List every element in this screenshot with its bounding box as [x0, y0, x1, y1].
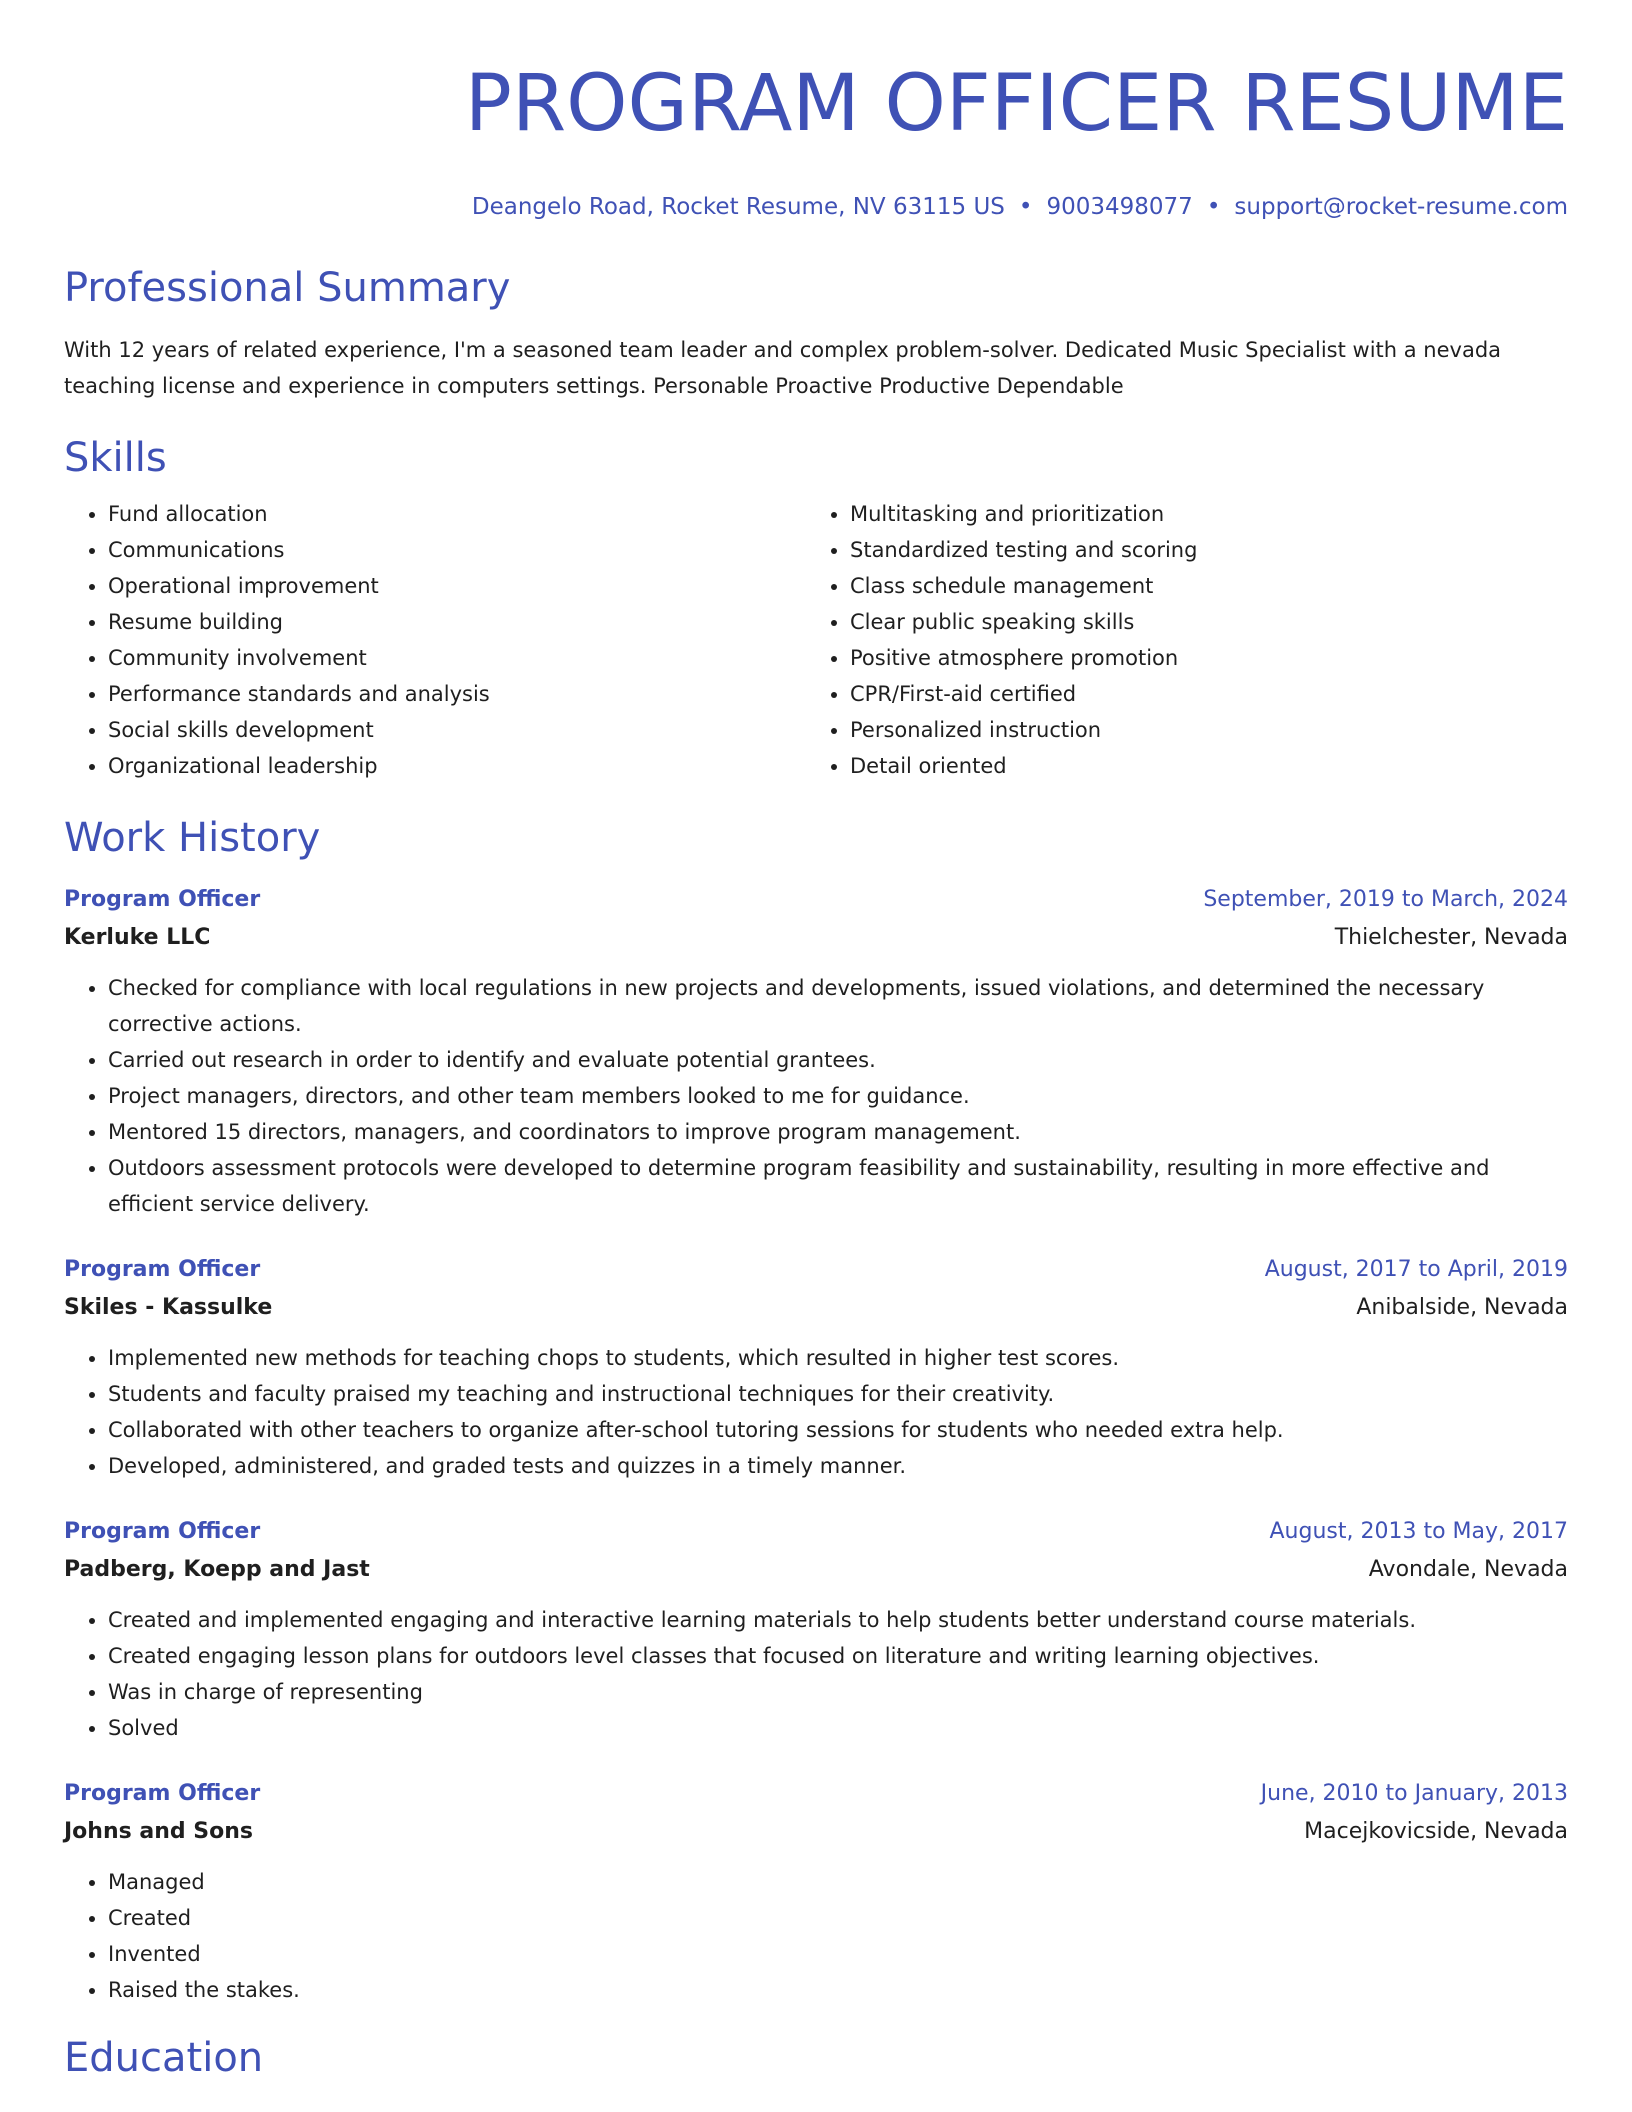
- job-location: Thielchester, Nevada: [1334, 925, 1568, 950]
- job-title: Program Officer: [64, 1257, 261, 1282]
- skills-heading: Skills: [64, 435, 167, 481]
- job-company-row: [64, 1812, 1568, 1852]
- job-bullets: [64, 970, 1568, 1222]
- skill-item: • Social skills development: [108, 712, 806, 748]
- job-bullet: • Was in charge of representing: [108, 1674, 1568, 1710]
- job-bullet: • Created engaging lesson plans for outdoors level classes that focused on literature and writing learning objectives.: [108, 1638, 1568, 1674]
- skill-item: • Personalized instruction: [850, 712, 1548, 748]
- resume-page: [64, 0, 1568, 2082]
- skill-item: • Class schedule management: [850, 568, 1548, 604]
- job-company-row: [64, 1288, 1568, 1328]
- skills-list-right: [806, 496, 1548, 784]
- job-bullet: • Solved: [108, 1710, 1568, 1746]
- job-bullet: • Created: [108, 1900, 1568, 1936]
- job-bullets: [64, 1340, 1568, 1484]
- job-bullet: • Checked for compliance with local regulations in new projects and developments, issued violations, and determined the necessary corrective actions.: [108, 970, 1568, 1042]
- job-bullet: • Carried out research in order to identify and evaluate potential grantees.: [108, 1042, 1568, 1078]
- education-heading: Education: [64, 2035, 264, 2081]
- skill-item: • Performance standards and analysis: [108, 676, 806, 712]
- skill-item: • Organizational leadership: [108, 748, 806, 784]
- contact-email: support@rocket-resume.com: [1234, 194, 1568, 220]
- skills-list-left: [64, 496, 806, 784]
- job-dates: August, 2017 to April, 2019: [1264, 1257, 1568, 1282]
- job-title: Program Officer: [64, 1781, 261, 1806]
- contact-phone: 9003498077: [1046, 194, 1193, 220]
- job-company-row: [64, 918, 1568, 958]
- job-bullets: [64, 1864, 1568, 2008]
- job-bullet: • Raised the stakes.: [108, 1972, 1568, 2008]
- contact-address: Deangelo Road, Rocket Resume, NV 63115 US: [471, 194, 1005, 220]
- job-company-row: [64, 1550, 1568, 1590]
- summary-text: With 12 years of related experience, I'm a seasoned team leader and complex problem-solver. Dedicated Music Specialist with a nevada teaching license and experience in computers settings. Personable Proactive Productive Dependable: [64, 338, 1502, 398]
- job-bullet: • Project managers, directors, and other team members looked to me for guidance.: [108, 1078, 1568, 1114]
- job-dates: August, 2013 to May, 2017: [1269, 1519, 1568, 1544]
- job-entry: [64, 1776, 1568, 2008]
- job-header-row: [64, 882, 1568, 918]
- job-entry: [64, 1514, 1568, 1746]
- job-entry: [64, 882, 1568, 1222]
- job-company: Padberg, Koepp and Jast: [64, 1557, 370, 1582]
- job-dates: September, 2019 to March, 2024: [1203, 887, 1568, 912]
- skill-item: • Resume building: [108, 604, 806, 640]
- skill-item: • Communications: [108, 532, 806, 568]
- skill-item: • Detail oriented: [850, 748, 1548, 784]
- skill-item: • Operational improvement: [108, 568, 806, 604]
- job-header-row: [64, 1776, 1568, 1812]
- job-company: Kerluke LLC: [64, 925, 211, 950]
- job-header-row: [64, 1252, 1568, 1288]
- job-header-row: [64, 1514, 1568, 1550]
- job-company: Skiles - Kassulke: [64, 1295, 273, 1320]
- contact-line: [64, 192, 1568, 222]
- skill-item: • Multitasking and prioritization: [850, 496, 1548, 532]
- job-bullet: • Developed, administered, and graded tests and quizzes in a timely manner.: [108, 1448, 1568, 1484]
- job-bullet: • Outdoors assessment protocols were developed to determine program feasibility and sustainability, resulting in more effective and efficient service delivery.: [108, 1150, 1568, 1222]
- job-bullet: • Collaborated with other teachers to organize after-school tutoring sessions for students who needed extra help.: [108, 1412, 1568, 1448]
- job-bullets: [64, 1602, 1568, 1746]
- skill-item: • Community involvement: [108, 640, 806, 676]
- summary-heading: Professional Summary: [64, 265, 511, 311]
- job-entry: [64, 1252, 1568, 1484]
- resume-title: PROGRAM OFFICER RESUME: [464, 59, 1568, 149]
- job-bullet: • Invented: [108, 1936, 1568, 1972]
- skill-item: • Fund allocation: [108, 496, 806, 532]
- skill-item: • Standardized testing and scoring: [850, 532, 1548, 568]
- job-title: Program Officer: [64, 887, 261, 912]
- skill-item: • Positive atmosphere promotion: [850, 640, 1548, 676]
- job-location: Macejkovicside, Nevada: [1304, 1819, 1568, 1844]
- job-bullet: • Implemented new methods for teaching chops to students, which resulted in higher test scores.: [108, 1340, 1568, 1376]
- job-company: Johns and Sons: [64, 1819, 254, 1844]
- job-title: Program Officer: [64, 1519, 261, 1544]
- job-bullet: • Students and faculty praised my teaching and instructional techniques for their creativity.: [108, 1376, 1568, 1412]
- contact-separator: •: [1018, 194, 1033, 220]
- skill-item: • Clear public speaking skills: [850, 604, 1548, 640]
- job-dates: June, 2010 to January, 2013: [1260, 1781, 1568, 1806]
- job-bullet: • Mentored 15 directors, managers, and coordinators to improve program management.: [108, 1114, 1568, 1150]
- skill-item: • CPR/First-aid certified: [850, 676, 1548, 712]
- job-bullet: • Created and implemented engaging and interactive learning materials to help students better understand course materials.: [108, 1602, 1568, 1638]
- contact-separator: •: [1206, 194, 1221, 220]
- work-history-heading: Work History: [64, 815, 321, 861]
- skills-grid: [64, 496, 1568, 784]
- job-location: Avondale, Nevada: [1368, 1557, 1568, 1582]
- job-location: Anibalside, Nevada: [1356, 1295, 1568, 1320]
- job-bullet: • Managed: [108, 1864, 1568, 1900]
